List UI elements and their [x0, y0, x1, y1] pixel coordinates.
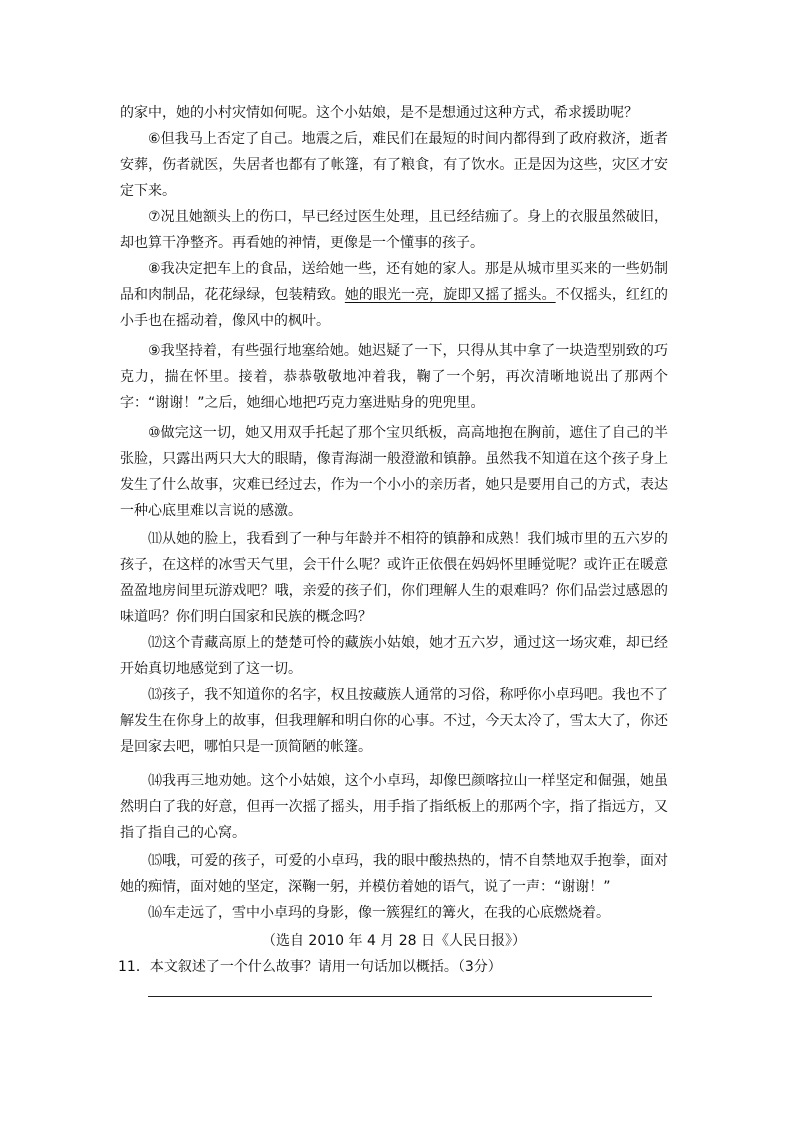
- question-11: 11．本文叙述了一个什么故事？请用一句话加以概括。（3分）: [118, 959, 502, 975]
- paragraph-continued: 的家中，她的小村灾情如何呢。这个小姑娘，是不是想通过这种方式，希求援助呢？: [120, 105, 638, 121]
- paragraph-9: ⑨我坚持着，有些强行地塞给她。她迟疑了一下，只得从其中拿了一块造型别致的巧克力，揣在怀里。接着，恭恭敬敬地冲着我，鞠了一个躬，再次清晰地说出了那两个字：“谢谢！”之后，她细心地把巧克力塞进贴身的兜兜里。: [120, 343, 668, 411]
- paragraph-13: ⒀孩子，我不知道你的名字，权且按藏族人通常的习俗，称呼你小卓玛吧。我也不了解发生在你身上的故事，但我理解和明白你的心事。不过，今天太冷了，雪太大了，你还是回家去吧，哪怕只是一顶简陋的帐篷。: [120, 687, 668, 755]
- paragraph-8: [120, 256, 668, 334]
- paragraph-8-text-a: ⑧我决定把车上的食品，送给她一些，还有她的家人。那是从城市里买来的一些奶制品和肉制品，花花绿绿，包装精致。: [120, 261, 668, 303]
- paragraph-8-text-b: 不仅摇头，红红的小手也在摇动着，像风中的枫叶。: [120, 287, 669, 329]
- paragraph-6: ⑥但我马上否定了自己。地震之后，难民们在最短的时间内都得到了政府救济，逝者安葬，伤者就医，失居者也都有了帐篷，有了粮食，有了饮水。正是因为这些，灾区才安定下来。: [120, 131, 668, 199]
- paragraph-12: ⑿这个青藏高原上的楚楚可怜的藏族小姑娘，她才五六岁，通过这一场灾难，却已经开始真切地感觉到了这一切。: [120, 635, 668, 677]
- answer-line[interactable]: [148, 996, 652, 997]
- paragraph-11: ⑾从她的脸上，我看到了一种与年龄并不相符的镇静和成熟！我们城市里的五六岁的孩子，在这样的冰雪天气里，会干什么呢？或许正依偎在妈妈怀里睡觉呢？或许正在暖意盈盈地房间里玩游戏吧？哦，亲爱的孩子们，你们理解人生的艰难吗？你们品尝过感恩的味道吗？你们明白国家和民族的概念吗？: [120, 531, 668, 625]
- paragraph-16: ⒃车走远了，雪中小卓玛的身影，像一簇猩红的篝火，在我的心底燃烧着。: [148, 905, 610, 921]
- paragraph-10: ⑩做完这一切，她又用双手托起了那个宝贝纸板，高高地抱在胸前，遮住了自己的半张脸，只露出两只大大的眼睛，像青海湖一般澄澈和镇静。虽然我不知道在这个孩子身上发生了什么故事，灾难已经过去，作为一个小小的亲历者，她只是要用自己的方式，表达一种心底里难以言说的感激。: [120, 425, 668, 519]
- paragraph-7: ⑦况且她额头上的伤口，早已经过医生处理，且已经结痂了。身上的衣服虽然破旧，却也算干净整齐。再看她的神情，更像是一个懂事的孩子。: [120, 209, 668, 251]
- source-citation: （选自 2010 年 4 月 28 日《人民日报》）: [261, 933, 527, 949]
- underlined-sentence: 她的眼光一亮，旋即又摇了摇头。: [344, 287, 556, 303]
- paragraph-15: ⒂哦，可爱的孩子，可爱的小卓玛，我的眼中酸热热的，情不自禁地双手抱拳，面对她的痴情，面对她的坚定，深鞠一躬，并模仿着她的语气，说了一声：“谢谢！”: [120, 853, 668, 895]
- paragraph-14: ⒁我再三地劝她。这个小姑娘，这个小卓玛，却像巴颜喀拉山一样坚定和倔强，她虽然明白了我的好意，但再一次摇了摇头，用手指了指纸板上的那两个字，指了指远方，又指了指自己的心窝。: [120, 773, 668, 841]
